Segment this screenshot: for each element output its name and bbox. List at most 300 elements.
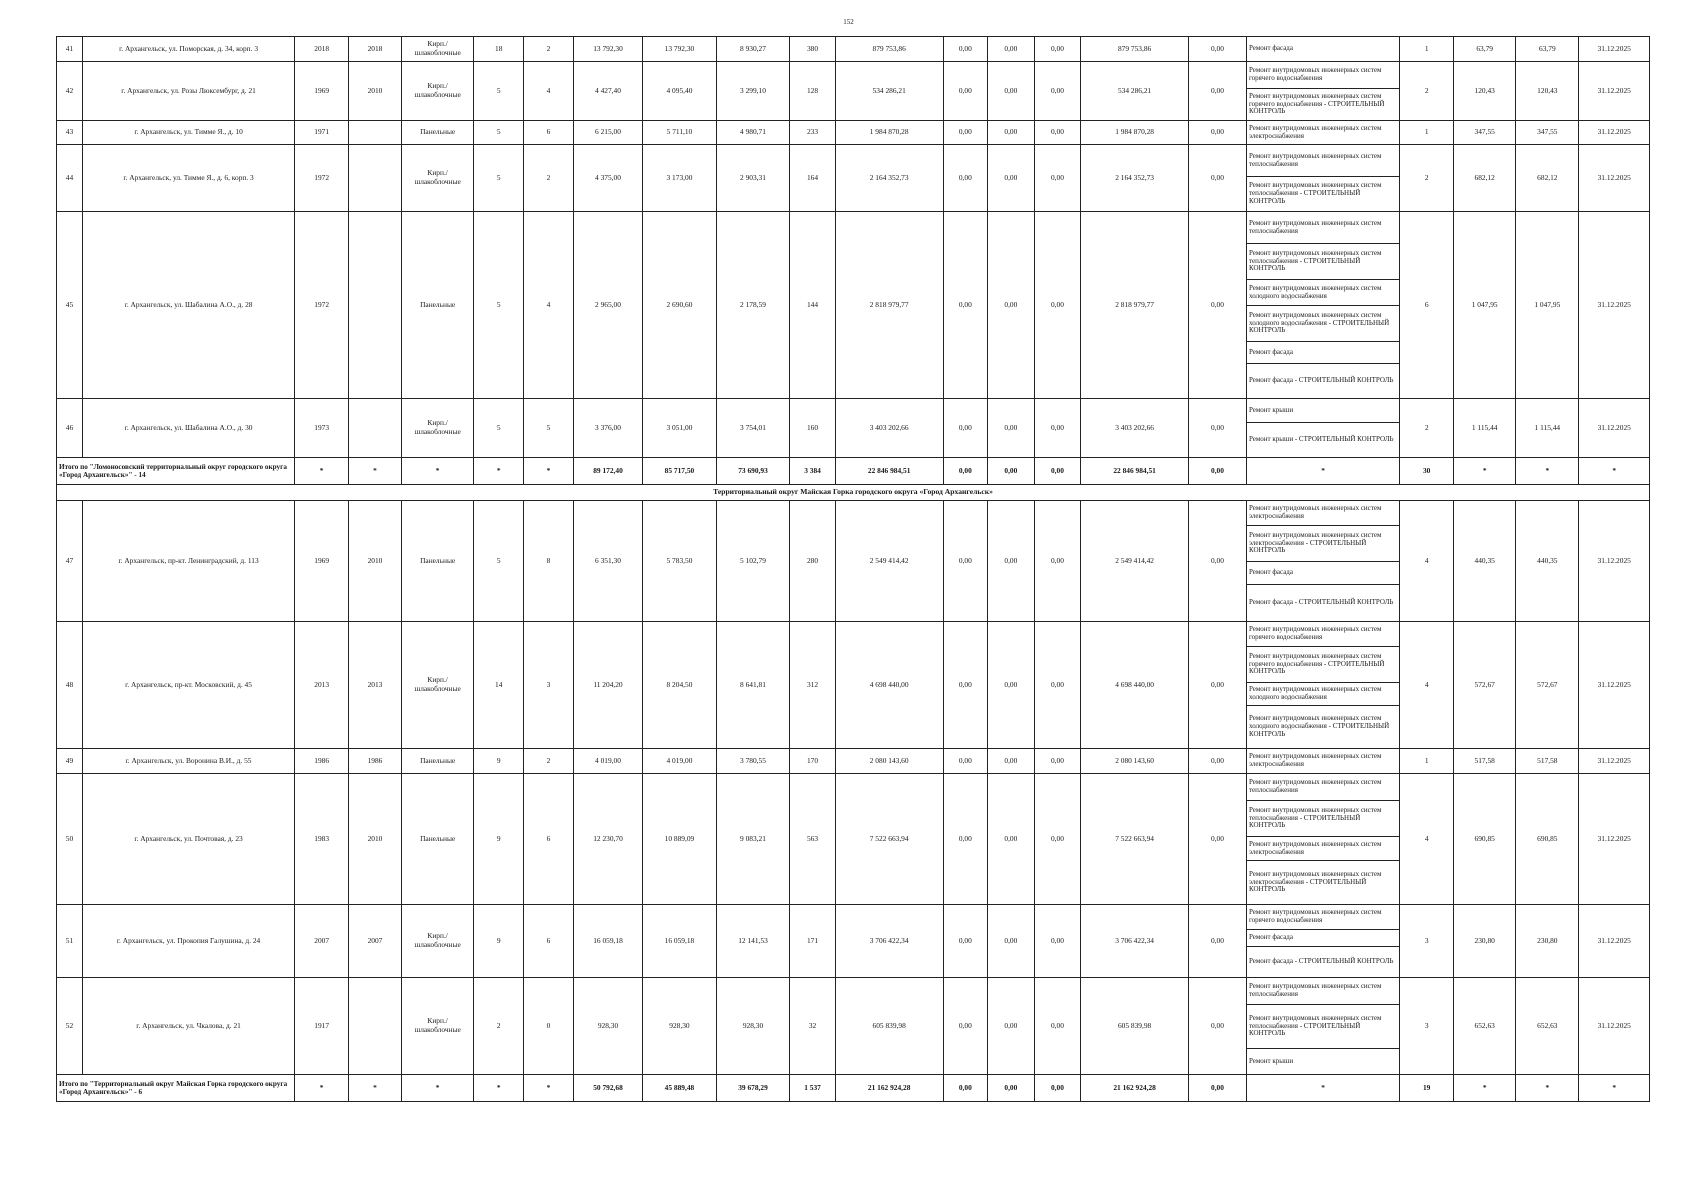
cost-total: 1 984 870,28	[835, 121, 943, 145]
works-count: 1	[1400, 121, 1454, 145]
limit-cost: 572,67	[1516, 622, 1579, 749]
area-total: 16 059,18	[573, 905, 642, 978]
unit-cost: 1 047,95	[1454, 212, 1516, 399]
cost-regional: 0,00	[988, 121, 1035, 145]
year-commissioned	[349, 212, 402, 399]
row-number: 49	[57, 749, 83, 774]
area-total: 13 792,30	[573, 37, 642, 62]
work-item: Ремонт внутридомовых инженерных систем электроснабжения	[1248, 123, 1382, 140]
deadline: 31.12.2025	[1579, 37, 1650, 62]
section-title-mayskaya-gorka: Территориальный округ Майская Горка городского округа «Город Архангельск»	[57, 485, 1650, 501]
residents-count: 280	[790, 501, 836, 622]
unit-cost: 230,80	[1454, 905, 1516, 978]
total-cost: 21 162 924,28	[835, 1075, 943, 1102]
row-number: 52	[57, 978, 83, 1075]
cost-other: 0,00	[1188, 749, 1246, 774]
wall-material: Кирп./ шлакоблочные	[401, 905, 474, 978]
limit-cost: 63,79	[1516, 37, 1579, 62]
works-count: 2	[1400, 145, 1454, 212]
total-star: *	[1516, 1075, 1579, 1102]
entrances-count: 5	[524, 399, 574, 458]
works-list	[1246, 774, 1399, 905]
total-count: 19	[1400, 1075, 1454, 1102]
total-residents: 3 384	[790, 458, 836, 485]
year-built: 2013	[295, 622, 349, 749]
cost-local: 0,00	[1034, 774, 1081, 905]
year-commissioned: 1986	[349, 749, 402, 774]
table-row	[57, 121, 1650, 145]
wall-material: Панельные	[401, 121, 474, 145]
total-cost-other: 0,00	[1188, 1075, 1246, 1102]
cost-total: 2 549 414,42	[835, 501, 943, 622]
total-star: *	[1579, 458, 1650, 485]
cost-regional: 0,00	[988, 749, 1035, 774]
total-cost-reg: 0,00	[988, 1075, 1035, 1102]
year-built: 1971	[295, 121, 349, 145]
cost-federal: 0,00	[943, 399, 988, 458]
cost-regional: 0,00	[988, 212, 1035, 399]
row-number: 50	[57, 774, 83, 905]
deadline: 31.12.2025	[1579, 212, 1650, 399]
row-number: 51	[57, 905, 83, 978]
wall-material: Панельные	[401, 501, 474, 622]
deadline: 31.12.2025	[1579, 121, 1650, 145]
area-premises: 8 204,50	[643, 622, 717, 749]
cost-total: 2 080 143,60	[835, 749, 943, 774]
cost-total: 3 403 202,66	[835, 399, 943, 458]
address-cell: г. Архангельск, ул. Чкалова, д. 21	[82, 978, 294, 1075]
cost-federal: 0,00	[943, 212, 988, 399]
total-star: *	[401, 458, 474, 485]
cost-owners: 3 706 422,34	[1081, 905, 1189, 978]
work-item: Ремонт внутридомовых инженерных систем теплоснабжения	[1247, 212, 1399, 244]
residents-count: 380	[790, 37, 836, 62]
cost-owners: 2 164 352,73	[1081, 145, 1189, 212]
total-area-residential: 39 678,29	[716, 1075, 790, 1102]
cost-owners: 2 818 979,77	[1081, 212, 1189, 399]
area-residential: 2 178,59	[716, 212, 790, 399]
year-built: 1917	[295, 978, 349, 1075]
cost-local: 0,00	[1034, 501, 1081, 622]
table-row	[57, 62, 1650, 121]
cost-local: 0,00	[1034, 622, 1081, 749]
year-built: 1973	[295, 399, 349, 458]
wall-material: Кирп./ шлакоблочные	[401, 62, 474, 121]
limit-cost: 652,63	[1516, 978, 1579, 1075]
floors-count: 18	[474, 37, 524, 62]
floors-count: 5	[474, 212, 524, 399]
address-cell: г. Архангельск, ул. Тимме Я., д. 10	[82, 121, 294, 145]
cost-regional: 0,00	[988, 774, 1035, 905]
area-residential: 12 141,53	[716, 905, 790, 978]
works-count: 1	[1400, 749, 1454, 774]
work-item: Ремонт фасада - СТРОИТЕЛЬНЫЙ КОНТРОЛЬ	[1248, 957, 1394, 966]
cost-federal: 0,00	[943, 37, 988, 62]
cost-local: 0,00	[1034, 978, 1081, 1075]
floors-count: 5	[474, 62, 524, 121]
cost-other: 0,00	[1188, 905, 1246, 978]
wall-material: Кирп./ шлакоблочные	[401, 622, 474, 749]
residents-count: 233	[790, 121, 836, 145]
deadline: 31.12.2025	[1579, 905, 1650, 978]
unit-cost: 682,12	[1454, 145, 1516, 212]
work-item: Ремонт фасада	[1247, 562, 1399, 585]
area-premises: 4 095,40	[643, 62, 717, 121]
area-premises: 16 059,18	[643, 905, 717, 978]
entrances-count: 6	[524, 121, 574, 145]
work-item: Ремонт внутридомовых инженерных систем горячего водоснабжения	[1247, 62, 1399, 89]
total-label: Итого по "Ломоносовский территориальный округ городского округа «Город Архангельск»" - 14	[57, 458, 295, 485]
cost-owners: 1 984 870,28	[1081, 121, 1189, 145]
row-number: 43	[57, 121, 83, 145]
address-cell: г. Архангельск, пр-кт. Ленинградский, д. 113	[82, 501, 294, 622]
total-star: *	[1246, 1075, 1399, 1102]
cost-owners: 3 403 202,66	[1081, 399, 1189, 458]
year-commissioned: 2010	[349, 774, 402, 905]
table-row	[57, 37, 1650, 62]
work-item: Ремонт внутридомовых инженерных систем электроснабжения - СТРОИТЕЛЬНЫЙ КОНТРОЛЬ	[1248, 869, 1382, 894]
floors-count: 9	[474, 774, 524, 905]
area-total: 6 351,30	[573, 501, 642, 622]
cost-owners: 4 698 440,00	[1081, 622, 1189, 749]
works-count: 4	[1400, 622, 1454, 749]
row-number: 44	[57, 145, 83, 212]
work-item: Ремонт внутридомовых инженерных систем теплоснабжения - СТРОИТЕЛЬНЫЙ КОНТРОЛЬ	[1247, 801, 1399, 837]
area-premises: 5 783,50	[643, 501, 717, 622]
table-row	[57, 145, 1650, 212]
limit-cost: 1 047,95	[1516, 212, 1579, 399]
unit-cost: 1 115,44	[1454, 399, 1516, 458]
area-total: 4 375,00	[573, 145, 642, 212]
area-total: 2 965,00	[573, 212, 642, 399]
cost-federal: 0,00	[943, 978, 988, 1075]
year-built: 1969	[295, 62, 349, 121]
cost-owners: 2 080 143,60	[1081, 749, 1189, 774]
works-count: 3	[1400, 978, 1454, 1075]
table-body-lomonosovsky	[57, 37, 1650, 458]
total-area-total: 89 172,40	[573, 458, 642, 485]
cost-federal: 0,00	[943, 774, 988, 905]
year-commissioned: 2010	[349, 62, 402, 121]
work-item: Ремонт фасада - СТРОИТЕЛЬНЫЙ КОНТРОЛЬ	[1248, 598, 1394, 607]
residents-count: 32	[790, 978, 836, 1075]
year-commissioned	[349, 121, 402, 145]
cost-regional: 0,00	[988, 62, 1035, 121]
works-list	[1246, 622, 1399, 749]
floors-count: 14	[474, 622, 524, 749]
residents-count: 312	[790, 622, 836, 749]
residents-count: 164	[790, 145, 836, 212]
total-row-mayskaya-gorka-body	[57, 1075, 1650, 1102]
unit-cost: 690,85	[1454, 774, 1516, 905]
limit-cost: 347,55	[1516, 121, 1579, 145]
cost-total: 7 522 663,94	[835, 774, 943, 905]
entrances-count: 8	[524, 501, 574, 622]
wall-material: Кирп./ шлакоблочные	[401, 145, 474, 212]
total-area-residential: 73 690,93	[716, 458, 790, 485]
work-item: Ремонт внутридомовых инженерных систем холодного водоснабжения	[1247, 280, 1399, 306]
cost-federal: 0,00	[943, 622, 988, 749]
work-item: Ремонт внутридомовых инженерных систем электроснабжения - СТРОИТЕЛЬНЫЙ КОНТРОЛЬ	[1247, 526, 1399, 562]
total-area-premises: 45 889,48	[643, 1075, 717, 1102]
cost-total: 605 839,98	[835, 978, 943, 1075]
year-commissioned: 2007	[349, 905, 402, 978]
area-residential: 928,30	[716, 978, 790, 1075]
cost-federal: 0,00	[943, 749, 988, 774]
total-row-lomonosovsky-body	[57, 458, 1650, 501]
entrances-count: 4	[524, 212, 574, 399]
total-star: *	[1454, 458, 1516, 485]
work-item: Ремонт внутридомовых инженерных систем горячего водоснабжения	[1247, 622, 1399, 647]
year-built: 2007	[295, 905, 349, 978]
limit-cost: 440,35	[1516, 501, 1579, 622]
area-residential: 5 102,79	[716, 501, 790, 622]
deadline: 31.12.2025	[1579, 622, 1650, 749]
total-row-mayskaya-gorka	[57, 1075, 1650, 1102]
table-row	[57, 905, 1650, 978]
area-premises: 4 019,00	[643, 749, 717, 774]
works-list	[1246, 62, 1399, 121]
work-item: Ремонт фасада	[1248, 44, 1293, 53]
work-item: Ремонт крыши - СТРОИТЕЛЬНЫЙ КОНТРОЛЬ	[1248, 435, 1394, 444]
unit-cost: 440,35	[1454, 501, 1516, 622]
row-number: 42	[57, 62, 83, 121]
table-row	[57, 749, 1650, 774]
residents-count: 563	[790, 774, 836, 905]
wall-material: Панельные	[401, 774, 474, 905]
area-total: 3 376,00	[573, 399, 642, 458]
deadline: 31.12.2025	[1579, 749, 1650, 774]
cost-regional: 0,00	[988, 37, 1035, 62]
total-cost-owners: 22 846 984,51	[1081, 458, 1189, 485]
page-number: 152	[843, 18, 854, 26]
residents-count: 170	[790, 749, 836, 774]
cost-local: 0,00	[1034, 37, 1081, 62]
entrances-count: 6	[524, 774, 574, 905]
limit-cost: 517,58	[1516, 749, 1579, 774]
total-area-premises: 85 717,50	[643, 458, 717, 485]
area-premises: 13 792,30	[643, 37, 717, 62]
cost-other: 0,00	[1188, 774, 1246, 905]
area-residential: 2 903,31	[716, 145, 790, 212]
total-residents: 1 537	[790, 1075, 836, 1102]
address-cell: г. Архангельск, ул. Тимме Я., д. 6, корп. 3	[82, 145, 294, 212]
cost-owners: 2 549 414,42	[1081, 501, 1189, 622]
cost-regional: 0,00	[988, 501, 1035, 622]
area-residential: 8 641,81	[716, 622, 790, 749]
address-cell: г. Архангельск, ул. Прокопия Галушина, д. 24	[82, 905, 294, 978]
entrances-count: 2	[524, 145, 574, 212]
area-premises: 5 711,10	[643, 121, 717, 145]
area-total: 12 230,70	[573, 774, 642, 905]
work-item: Ремонт внутридомовых инженерных систем теплоснабжения	[1247, 145, 1399, 177]
works-count: 1	[1400, 37, 1454, 62]
total-star: *	[524, 1075, 574, 1102]
area-premises: 928,30	[643, 978, 717, 1075]
area-residential: 3 780,55	[716, 749, 790, 774]
total-cost-loc: 0,00	[1034, 1075, 1081, 1102]
deadline: 31.12.2025	[1579, 145, 1650, 212]
floors-count: 5	[474, 121, 524, 145]
cost-other: 0,00	[1188, 145, 1246, 212]
area-total: 11 204,20	[573, 622, 642, 749]
row-number: 41	[57, 37, 83, 62]
work-item: Ремонт внутридомовых инженерных систем электроснабжения	[1248, 752, 1382, 768]
wall-material: Кирп./ шлакоблочные	[401, 978, 474, 1075]
address-cell: г. Архангельск, ул. Воронина В.И., д. 55	[82, 749, 294, 774]
cost-regional: 0,00	[988, 622, 1035, 749]
wall-material: Кирп./ шлакоблочные	[401, 37, 474, 62]
work-item: Ремонт крыши	[1248, 1056, 1294, 1065]
work-item: Ремонт внутридомовых инженерных систем горячего водоснабжения - СТРОИТЕЛЬНЫЙ КОНТРОЛЬ	[1247, 647, 1399, 683]
cost-local: 0,00	[1034, 749, 1081, 774]
unit-cost: 572,67	[1454, 622, 1516, 749]
cost-federal: 0,00	[943, 501, 988, 622]
area-total: 6 215,00	[573, 121, 642, 145]
entrances-count: 2	[524, 749, 574, 774]
total-star: *	[474, 458, 524, 485]
row-number: 48	[57, 622, 83, 749]
works-list	[1246, 978, 1399, 1075]
area-premises: 10 889,09	[643, 774, 717, 905]
table-row	[57, 399, 1650, 458]
cost-local: 0,00	[1034, 212, 1081, 399]
total-star: *	[524, 458, 574, 485]
works-list	[1246, 37, 1399, 62]
capital-repair-table	[56, 36, 1650, 1102]
cost-regional: 0,00	[988, 399, 1035, 458]
total-star: *	[295, 458, 349, 485]
year-commissioned: 2010	[349, 501, 402, 622]
cost-local: 0,00	[1034, 399, 1081, 458]
area-residential: 3 754,01	[716, 399, 790, 458]
table-row	[57, 501, 1650, 622]
work-item: Ремонт внутридомовых инженерных систем теплоснабжения - СТРОИТЕЛЬНЫЙ КОНТРОЛЬ	[1247, 1005, 1399, 1049]
work-item: Ремонт внутридомовых инженерных систем холодного водоснабжения	[1247, 683, 1399, 706]
wall-material: Кирп./ шлакоблочные	[401, 399, 474, 458]
works-list	[1246, 749, 1399, 774]
cost-other: 0,00	[1188, 62, 1246, 121]
deadline: 31.12.2025	[1579, 62, 1650, 121]
total-cost-fed: 0,00	[943, 458, 988, 485]
work-item: Ремонт фасада	[1247, 342, 1399, 364]
row-number: 45	[57, 212, 83, 399]
total-star: *	[1454, 1075, 1516, 1102]
section-header-row	[57, 485, 1650, 501]
work-item: Ремонт внутридомовых инженерных систем холодного водоснабжения - СТРОИТЕЛЬНЫЙ КОНТРОЛЬ	[1248, 714, 1390, 738]
address-cell: г. Архангельск, пр-кт. Московский, д. 45	[82, 622, 294, 749]
work-item: Ремонт внутридомовых инженерных систем электроснабжения	[1247, 501, 1399, 526]
unit-cost: 63,79	[1454, 37, 1516, 62]
year-built: 1983	[295, 774, 349, 905]
cost-total: 2 164 352,73	[835, 145, 943, 212]
works-count: 4	[1400, 501, 1454, 622]
limit-cost: 682,12	[1516, 145, 1579, 212]
year-commissioned: 2018	[349, 37, 402, 62]
cost-total: 879 753,86	[835, 37, 943, 62]
limit-cost: 690,85	[1516, 774, 1579, 905]
cost-total: 4 698 440,00	[835, 622, 943, 749]
work-item: Ремонт внутридомовых инженерных систем горячего водоснабжения - СТРОИТЕЛЬНЫЙ КОНТРОЛЬ	[1248, 91, 1385, 116]
entrances-count: 0	[524, 978, 574, 1075]
entrances-count: 4	[524, 62, 574, 121]
cost-local: 0,00	[1034, 62, 1081, 121]
cost-federal: 0,00	[943, 62, 988, 121]
work-item: Ремонт внутридомовых инженерных систем электроснабжения	[1247, 837, 1399, 861]
cost-total: 2 818 979,77	[835, 212, 943, 399]
limit-cost: 120,43	[1516, 62, 1579, 121]
unit-cost: 347,55	[1454, 121, 1516, 145]
cost-regional: 0,00	[988, 145, 1035, 212]
cost-other: 0,00	[1188, 121, 1246, 145]
year-commissioned	[349, 978, 402, 1075]
area-residential: 3 299,10	[716, 62, 790, 121]
total-star: *	[295, 1075, 349, 1102]
entrances-count: 6	[524, 905, 574, 978]
cost-regional: 0,00	[988, 905, 1035, 978]
work-item: Ремонт внутридомовых инженерных систем теплоснабжения - СТРОИТЕЛЬНЫЙ КОНТРОЛЬ	[1248, 181, 1382, 205]
works-list	[1246, 121, 1399, 145]
floors-count: 5	[474, 501, 524, 622]
total-star: *	[349, 458, 402, 485]
limit-cost: 230,80	[1516, 905, 1579, 978]
total-star: *	[401, 1075, 474, 1102]
residents-count: 144	[790, 212, 836, 399]
work-item: Ремонт фасада	[1247, 930, 1399, 947]
cost-local: 0,00	[1034, 121, 1081, 145]
cost-regional: 0,00	[988, 978, 1035, 1075]
year-commissioned: 2013	[349, 622, 402, 749]
area-residential: 8 930,27	[716, 37, 790, 62]
row-number: 47	[57, 501, 83, 622]
total-star: *	[349, 1075, 402, 1102]
floors-count: 5	[474, 399, 524, 458]
total-label: Итого по "Территориальный округ Майская Горка городского округа «Город Архангельск»" - 6	[57, 1075, 295, 1102]
cost-other: 0,00	[1188, 37, 1246, 62]
table-row	[57, 212, 1650, 399]
area-premises: 2 690,60	[643, 212, 717, 399]
table-row	[57, 978, 1650, 1075]
cost-local: 0,00	[1034, 905, 1081, 978]
area-total: 4 019,00	[573, 749, 642, 774]
entrances-count: 2	[524, 37, 574, 62]
total-cost-fed: 0,00	[943, 1075, 988, 1102]
total-cost: 22 846 984,51	[835, 458, 943, 485]
cost-federal: 0,00	[943, 905, 988, 978]
cost-other: 0,00	[1188, 501, 1246, 622]
residents-count: 160	[790, 399, 836, 458]
works-list	[1246, 145, 1399, 212]
cost-owners: 879 753,86	[1081, 37, 1189, 62]
works-count: 3	[1400, 905, 1454, 978]
table-row	[57, 774, 1650, 905]
work-item: Ремонт крыши	[1247, 399, 1399, 423]
works-list	[1246, 399, 1399, 458]
works-count: 6	[1400, 212, 1454, 399]
total-star: *	[1579, 1075, 1650, 1102]
total-cost-owners: 21 162 924,28	[1081, 1075, 1189, 1102]
cost-owners: 7 522 663,94	[1081, 774, 1189, 905]
works-list	[1246, 501, 1399, 622]
cost-other: 0,00	[1188, 212, 1246, 399]
unit-cost: 120,43	[1454, 62, 1516, 121]
table-row	[57, 622, 1650, 749]
work-item: Ремонт фасада - СТРОИТЕЛЬНЫЙ КОНТРОЛЬ	[1248, 376, 1394, 385]
total-star: *	[1516, 458, 1579, 485]
cost-owners: 534 286,21	[1081, 62, 1189, 121]
area-total: 4 427,40	[573, 62, 642, 121]
address-cell: г. Архангельск, ул. Шабалина А.О., д. 30	[82, 399, 294, 458]
